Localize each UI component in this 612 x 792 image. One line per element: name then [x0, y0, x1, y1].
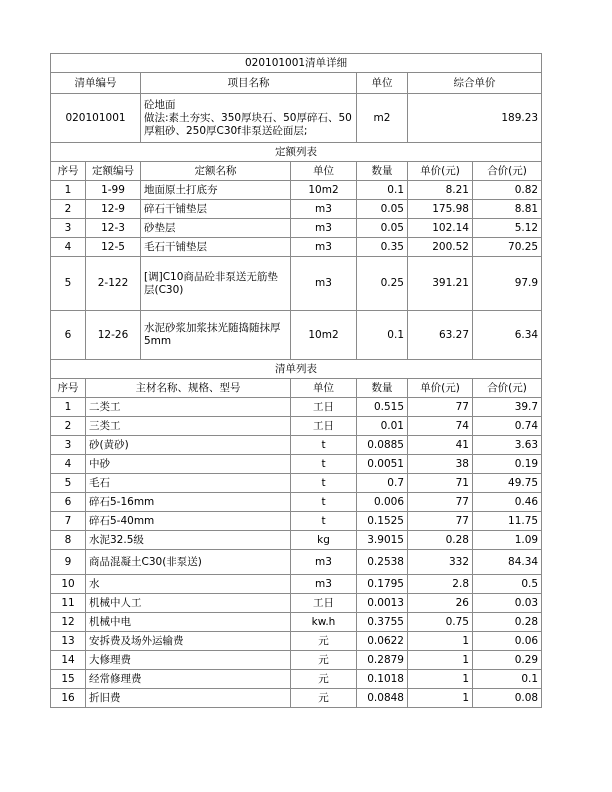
quota-row [51, 257, 542, 311]
material-qty: 0.1018 [357, 670, 408, 689]
material-total: 0.19 [473, 455, 542, 474]
material-qty: 0.0622 [357, 632, 408, 651]
material-price: 1 [408, 632, 473, 651]
material-name: 三类工 [86, 417, 291, 436]
material-name: 水 [86, 575, 291, 594]
material-name: 砂(黄砂) [86, 436, 291, 455]
material-qty: 0.3755 [357, 613, 408, 632]
material-name: 经常修理费 [86, 670, 291, 689]
material-no: 11 [51, 594, 86, 613]
quota-name: 地面原土打底夯 [141, 181, 291, 200]
material-price: 38 [408, 455, 473, 474]
material-row [51, 670, 542, 689]
material-no: 16 [51, 689, 86, 708]
material-qty: 0.01 [357, 417, 408, 436]
quota-unit: m3 [291, 238, 357, 257]
material-total: 0.08 [473, 689, 542, 708]
quota-row [51, 238, 542, 257]
quota-qty: 0.35 [357, 238, 408, 257]
material-row [51, 474, 542, 493]
material-row [51, 613, 542, 632]
materials-header-row [51, 379, 542, 398]
material-qty: 0.2879 [357, 651, 408, 670]
quota-no: 5 [51, 257, 86, 311]
material-qty: 0.0885 [357, 436, 408, 455]
material-no: 8 [51, 531, 86, 550]
material-row [51, 417, 542, 436]
material-no: 14 [51, 651, 86, 670]
material-row [51, 398, 542, 417]
quota-unit: 10m2 [291, 311, 357, 360]
material-name: 大修理费 [86, 651, 291, 670]
material-total: 84.34 [473, 550, 542, 575]
quota-header-total: 合价(元) [473, 162, 542, 181]
quota-price: 102.14 [408, 219, 473, 238]
material-name: 商品混凝土C30(非泵送) [86, 550, 291, 575]
material-row [51, 550, 542, 575]
material-no: 3 [51, 436, 86, 455]
material-no: 12 [51, 613, 86, 632]
quota-price: 391.21 [408, 257, 473, 311]
material-price: 0.28 [408, 531, 473, 550]
material-no: 6 [51, 493, 86, 512]
material-price: 1 [408, 670, 473, 689]
material-unit: kw.h [291, 613, 357, 632]
quota-total: 8.81 [473, 200, 542, 219]
quota-total: 5.12 [473, 219, 542, 238]
quota-total: 6.34 [473, 311, 542, 360]
material-name: 碎石5-40mm [86, 512, 291, 531]
material-total: 3.63 [473, 436, 542, 455]
bill-description [141, 94, 357, 143]
material-total: 0.28 [473, 613, 542, 632]
material-unit: t [291, 474, 357, 493]
quota-header-unit: 单位 [291, 162, 357, 181]
material-name: 中砂 [86, 455, 291, 474]
material-row [51, 632, 542, 651]
material-price: 71 [408, 474, 473, 493]
material-qty: 0.0051 [357, 455, 408, 474]
quota-no: 2 [51, 200, 86, 219]
material-price: 77 [408, 512, 473, 531]
material-no: 10 [51, 575, 86, 594]
material-unit: kg [291, 531, 357, 550]
material-qty: 3.9015 [357, 531, 408, 550]
quota-no: 4 [51, 238, 86, 257]
header-unit-price: 综合单价 [408, 73, 542, 94]
quota-price: 63.27 [408, 311, 473, 360]
material-qty: 0.0848 [357, 689, 408, 708]
material-name: 机械中人工 [86, 594, 291, 613]
material-price: 41 [408, 436, 473, 455]
material-qty: 0.1525 [357, 512, 408, 531]
material-row [51, 689, 542, 708]
material-unit: m3 [291, 575, 357, 594]
material-price: 77 [408, 493, 473, 512]
quota-row [51, 219, 542, 238]
material-total: 11.75 [473, 512, 542, 531]
material-row [51, 493, 542, 512]
material-row [51, 512, 542, 531]
material-row [51, 436, 542, 455]
quota-name: 水泥砂浆加浆抹光随捣随抹厚5mm [141, 311, 291, 360]
material-unit: t [291, 512, 357, 531]
material-name: 毛石 [86, 474, 291, 493]
material-name: 碎石5-16mm [86, 493, 291, 512]
header-unit: 单位 [357, 73, 408, 94]
material-qty: 0.2538 [357, 550, 408, 575]
quota-code: 2-122 [86, 257, 141, 311]
material-no: 5 [51, 474, 86, 493]
quota-header-name: 定额名称 [141, 162, 291, 181]
quota-header-no: 序号 [51, 162, 86, 181]
quota-header-row [51, 162, 542, 181]
material-unit: 工日 [291, 417, 357, 436]
quota-row [51, 200, 542, 219]
quota-unit: m3 [291, 219, 357, 238]
quota-name: [调]C10商品砼非泵送无筋垫层(C30) [141, 257, 291, 311]
materials-header-qty: 数量 [357, 379, 408, 398]
material-no: 2 [51, 417, 86, 436]
material-total: 39.7 [473, 398, 542, 417]
material-total: 0.46 [473, 493, 542, 512]
material-price: 1 [408, 689, 473, 708]
material-row [51, 594, 542, 613]
material-total: 1.09 [473, 531, 542, 550]
quota-unit: m3 [291, 200, 357, 219]
material-total: 0.5 [473, 575, 542, 594]
materials-header-price: 单价(元) [408, 379, 473, 398]
material-row [51, 455, 542, 474]
quota-unit: m3 [291, 257, 357, 311]
material-qty: 0.7 [357, 474, 408, 493]
material-no: 9 [51, 550, 86, 575]
quota-no: 1 [51, 181, 86, 200]
table-title: 020101001清单详细 [51, 54, 542, 73]
quota-code: 1-99 [86, 181, 141, 200]
material-name: 安拆费及场外运输费 [86, 632, 291, 651]
material-qty: 0.515 [357, 398, 408, 417]
quota-total: 0.82 [473, 181, 542, 200]
material-name: 机械中电 [86, 613, 291, 632]
quota-header-price: 单价(元) [408, 162, 473, 181]
material-qty: 0.1795 [357, 575, 408, 594]
material-name: 水泥32.5级 [86, 531, 291, 550]
quota-code: 12-26 [86, 311, 141, 360]
material-total: 0.29 [473, 651, 542, 670]
quota-name: 毛石干铺垫层 [141, 238, 291, 257]
material-unit: m3 [291, 550, 357, 575]
bill-method: 做法:素土夯实、350厚块石、50厚碎石、50厚粗砂、250厚C30f非泵送砼面层; [144, 111, 352, 137]
bill-name: 砼地面 [144, 98, 176, 111]
material-unit: 工日 [291, 594, 357, 613]
quota-price: 175.98 [408, 200, 473, 219]
material-price: 332 [408, 550, 473, 575]
material-no: 15 [51, 670, 86, 689]
quota-qty: 0.1 [357, 181, 408, 200]
quota-unit: 10m2 [291, 181, 357, 200]
material-row [51, 651, 542, 670]
quota-qty: 0.1 [357, 311, 408, 360]
material-unit: t [291, 493, 357, 512]
header-item-name: 项目名称 [141, 73, 357, 94]
materials-header-total: 合价(元) [473, 379, 542, 398]
material-name: 二类工 [86, 398, 291, 417]
material-no: 4 [51, 455, 86, 474]
quota-qty: 0.05 [357, 219, 408, 238]
material-unit: 元 [291, 651, 357, 670]
bill-price: 189.23 [408, 94, 542, 143]
quota-price: 200.52 [408, 238, 473, 257]
quota-total: 70.25 [473, 238, 542, 257]
materials-header-name: 主材名称、规格、型号 [86, 379, 291, 398]
material-unit: 元 [291, 670, 357, 689]
material-price: 1 [408, 651, 473, 670]
material-unit: t [291, 455, 357, 474]
quota-row [51, 311, 542, 360]
quota-no: 6 [51, 311, 86, 360]
quota-code: 12-3 [86, 219, 141, 238]
material-unit: 工日 [291, 398, 357, 417]
quota-section-title: 定额列表 [51, 143, 542, 162]
materials-section-title: 清单列表 [51, 360, 542, 379]
material-price: 26 [408, 594, 473, 613]
bill-detail-table [50, 53, 542, 708]
header-bill-code: 清单编号 [51, 73, 141, 94]
quota-code: 12-5 [86, 238, 141, 257]
material-unit: 元 [291, 689, 357, 708]
material-unit: 元 [291, 632, 357, 651]
bill-unit: m2 [357, 94, 408, 143]
material-qty: 0.0013 [357, 594, 408, 613]
material-price: 77 [408, 398, 473, 417]
materials-header-no: 序号 [51, 379, 86, 398]
material-row [51, 575, 542, 594]
material-total: 0.06 [473, 632, 542, 651]
material-price: 2.8 [408, 575, 473, 594]
material-no: 7 [51, 512, 86, 531]
bill-code: 020101001 [51, 94, 141, 143]
material-price: 74 [408, 417, 473, 436]
material-total: 0.1 [473, 670, 542, 689]
quota-qty: 0.25 [357, 257, 408, 311]
material-no: 13 [51, 632, 86, 651]
materials-header-unit: 单位 [291, 379, 357, 398]
material-total: 0.03 [473, 594, 542, 613]
material-total: 0.74 [473, 417, 542, 436]
quota-price: 8.21 [408, 181, 473, 200]
material-qty: 0.006 [357, 493, 408, 512]
quota-row [51, 181, 542, 200]
material-no: 1 [51, 398, 86, 417]
material-price: 0.75 [408, 613, 473, 632]
material-total: 49.75 [473, 474, 542, 493]
material-row [51, 531, 542, 550]
quota-header-qty: 数量 [357, 162, 408, 181]
material-unit: t [291, 436, 357, 455]
quota-total: 97.9 [473, 257, 542, 311]
quota-name: 砂垫层 [141, 219, 291, 238]
quota-qty: 0.05 [357, 200, 408, 219]
quota-no: 3 [51, 219, 86, 238]
material-name: 折旧费 [86, 689, 291, 708]
quota-name: 碎石干铺垫层 [141, 200, 291, 219]
quota-header-code: 定额编号 [86, 162, 141, 181]
quota-code: 12-9 [86, 200, 141, 219]
